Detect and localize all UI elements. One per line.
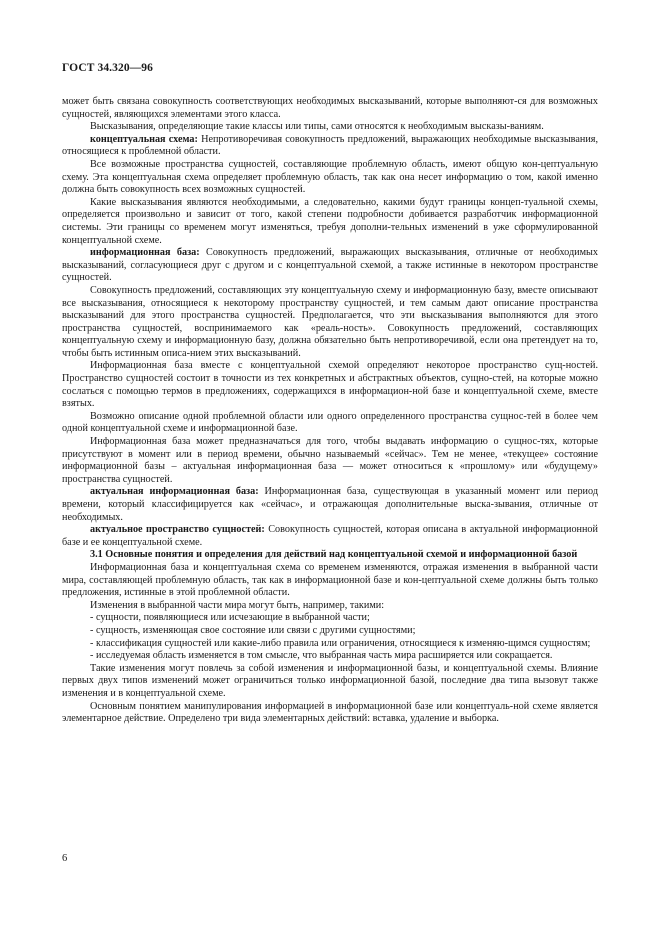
definition-text: Непротиворечивая совокупность предложений, выражающих необходимые высказывания, относящиеся к проблемной области. xyxy=(62,133,599,158)
definition-paragraph xyxy=(62,134,598,159)
paragraph: Возможно описание одной проблемной области или одного определенного пространства сущнос-тей в более чем одной концептуальной схеме и информационной базе. xyxy=(62,410,598,435)
defined-term: информационная база: xyxy=(90,247,200,259)
definition-paragraph xyxy=(62,247,598,285)
document-header: ГОСТ 34.320—96 xyxy=(62,62,153,74)
paragraph: Изменения в выбранной части мира могут быть, например, такими: xyxy=(90,599,385,611)
defined-term: актуальная информационная база: xyxy=(90,486,259,498)
paragraph: Информационная база может предназначаться для того, чтобы выдавать информацию о сущнос-тях, которые присутствуют в момент или в период времени, обычно называемый «сейчас». Тем не менее, «текущее» состояние информационной базы – актуальная информационная база — может относиться к «прошлому» или «будущему» пространства сущностей. xyxy=(62,436,598,485)
page-number: 6 xyxy=(62,853,68,864)
paragraph: Совокупность предложений, составляющих эту концептуальную схему и информационную базу, вместе описывают все высказывания, относящиеся к некоторому пространству сущностей, и тем самым дают описание пространства высказываний для этого пространства сущностей. Предполагается, что эти высказывания выполняются для этого пространства сущностей, воспринимаемого как «реаль-ность». Совокупность предложений, составляющих концептуальную схему и информационную базу, должна обязательно быть непротиворечивой, если она претендует на то, чтобы быть истинным описа-нием этих высказываний. xyxy=(62,284,598,359)
defined-term: актуальное пространство сущностей: xyxy=(90,524,265,536)
definition-text: Информационная база, существующая в указанный момент или период времени, который классифицируется как «сейчас», и отражающая дополнительные выска-зывания, отличные от необходимых. xyxy=(62,486,598,523)
definition-paragraph xyxy=(62,524,598,549)
paragraph: - исследуемая область изменяется в том смысле, что выбранная часть мира расширяется или сокращается. xyxy=(90,650,553,662)
definition-text: Совокупность предложений, выражающих высказывания, отличные от необходимых высказываний, согласующиеся друг с другом и с концептуальной схемой, а также истинные в некотором пространстве сущностей. xyxy=(62,247,598,284)
paragraph: Высказывания, определяющие такие классы или типы, сами относятся к необходимым высказы-ваниям. xyxy=(90,121,544,133)
section-heading: 3.1 Основные понятия и определения для действий над концептуальной схемой и информационной базой xyxy=(90,549,578,561)
paragraph: - сущности, появляющиеся или исчезающие в выбранной части; xyxy=(90,612,370,624)
paragraph: Информационная база вместе с концептуальной схемой определяют некоторое пространство сущ-ностей. Пространство сущностей состоит в точности из тех конкретных и абстрактных объектов, сущно-стей, на которые можно сослаться с помощью термов в предложениях, содержащихся в информацион-ной базе и концептуальной схеме, вместе взятых. xyxy=(62,360,598,410)
paragraph: Какие высказывания являются необходимыми, а следовательно, какими будут границы концеп-туальной схемы, определяется произвольно и зависит от того, какой степени подробности добивается разработчик информационной системы. Эти границы со временем могут изменяться, требуя дополни-тельных изменений в уже сформулированной концептуальной схеме. xyxy=(62,196,598,246)
defined-term: концептуальная схема: xyxy=(90,133,198,145)
definition-paragraph xyxy=(62,486,598,524)
paragraph: Все возможные пространства сущностей, составляющие проблемную область, имеют общую кон-цептуальную схему. Эта концептуальная схема определяет проблемную область, так как она несет информацию о том, какой именно должна быть совокупность всех возможных сущностей. xyxy=(62,158,598,196)
paragraph: Основным понятием манипулирования информацией в информационной базе или концептуаль-ной схеме является элементарное действие. Определено три вида элементарных действий: вставка, удаление и выборка. xyxy=(62,700,598,725)
paragraph: - классификация сущностей или какие-либо правила или ограничения, относящиеся к изменяю-щимся сущностям; xyxy=(90,637,591,649)
paragraph: - сущность, изменяющая свое состояние или связи с другими сущностями; xyxy=(90,624,416,636)
document-body xyxy=(62,96,598,726)
paragraph: может быть связана совокупность соответствующих необходимых высказываний, которые выполняют-ся для возможных сущностей, являющихся элементами этого класса. xyxy=(62,96,598,120)
paragraph: Информационная база и концептуальная схема со временем изменяются, отражая изменения в выбранной части мира, составляющей проблемную область, так как в информационной базе и кон-цептуальной схеме должны быть только предложения, истинные в этой проблемной области. xyxy=(62,561,598,599)
definition-text: Совокупность сущностей, которая описана в актуальной информационной базе и ее концептуальной схеме. xyxy=(62,524,598,548)
paragraph: Такие изменения могут повлечь за собой изменения и информационной базы, и концептуальной схемы. Влияние первых двух типов изменений может ограничиться только информационной базой, последние два типа вызовут также изменения и в концептуальной схеме. xyxy=(62,662,598,699)
